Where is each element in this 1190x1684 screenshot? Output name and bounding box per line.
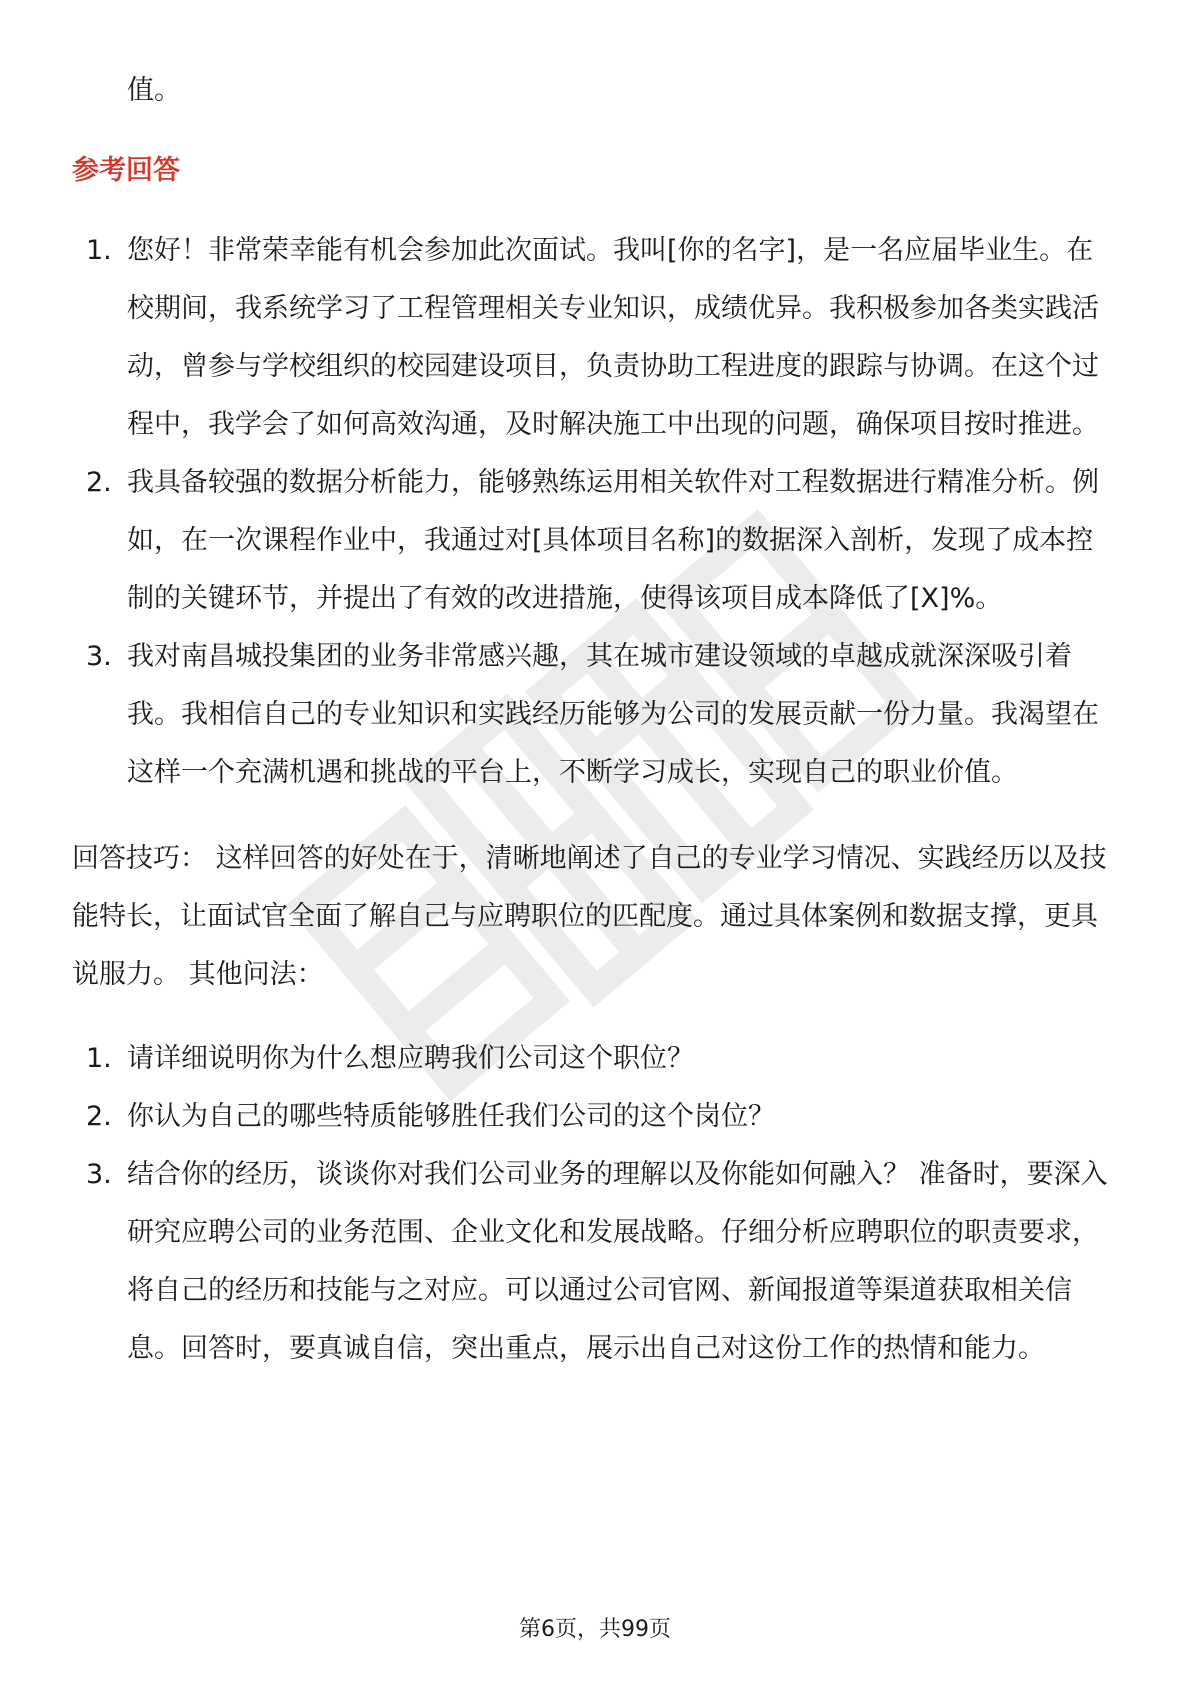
list-item-text: 您好！非常荣幸能有机会参加此次面试。我叫[你的名字]，是一名应届毕业生。在校期间，我系统学习了工程管理相关专业知识，成绩优异。我积极参加各类实践活动，曾参与学校组织的校园建设项目，负责协助工程进度的跟踪与协调。在这个过程中，我学会了如何高效沟通，及时解决施工中出现的问题，确保项目按时推进。 — [127, 235, 1099, 440]
answer-tips: 回答技巧： 这样回答的好处在于，清晰地阐述了自己的专业学习情况、实践经历以及技能特长，让面试官全面了解自己与应聘职位的匹配度。通过具体案例和数据支撑，更具说服力。 其他问法： — [72, 843, 1107, 990]
list-item — [72, 1030, 1117, 1088]
list-item — [72, 1088, 1117, 1146]
list-item — [72, 454, 1117, 628]
list-item — [72, 1146, 1117, 1378]
main-content — [72, 62, 1122, 1378]
list-number: 3. — [86, 641, 112, 672]
list-number: 1. — [86, 1043, 112, 1074]
list-item-text: 请详细说明你为什么想应聘我们公司这个职位？ — [127, 1043, 694, 1074]
list-item-text: 我对南昌城投集团的业务非常感兴趣，其在城市建设领域的卓越成就深深吸引着我。我相信自己的专业知识和实践经历能够为公司的发展贡献一份力量。我渴望在这样一个充满机遇和挑战的平台上，不断学习成长，实现自己的职业价值。 — [127, 641, 1099, 788]
alternative-questions-list — [72, 1030, 1122, 1378]
list-number: 2. — [86, 1101, 112, 1132]
list-item — [72, 628, 1117, 802]
list-item-text: 结合你的经历，谈谈你对我们公司业务的理解以及你能如何融入？ 准备时，要深入研究应聘公司的业务范围、企业文化和发展战略。仔细分析应聘职位的职责要求，将自己的经历和技能与之对应。可以通过公司官网、新闻报道等渠道获取相关信息。回答时，要真诚自信，突出重点，展示出自己对这份工作的热情和能力。 — [127, 1159, 1108, 1364]
list-number: 3. — [86, 1159, 112, 1190]
answer-list — [72, 222, 1122, 802]
list-item — [72, 222, 1117, 454]
list-number: 2. — [86, 467, 112, 498]
continued-text: 值。 — [127, 75, 181, 106]
section-title-reference-answer: 参考回答 — [72, 155, 180, 186]
list-number: 1. — [86, 235, 112, 266]
list-item-text: 你认为自己的哪些特质能够胜任我们公司的这个岗位？ — [127, 1101, 775, 1132]
page-number-footer: 第6页，共99页 — [519, 1617, 671, 1642]
list-item-text: 我具备较强的数据分析能力，能够熟练运用相关软件对工程数据进行精准分析。例如，在一次课程作业中，我通过对[具体项目名称]的数据深入剖析，发现了成本控制的关键环节，并提出了有效的改进措施，使得该项目成本降低了[X]%。 — [127, 467, 1099, 614]
